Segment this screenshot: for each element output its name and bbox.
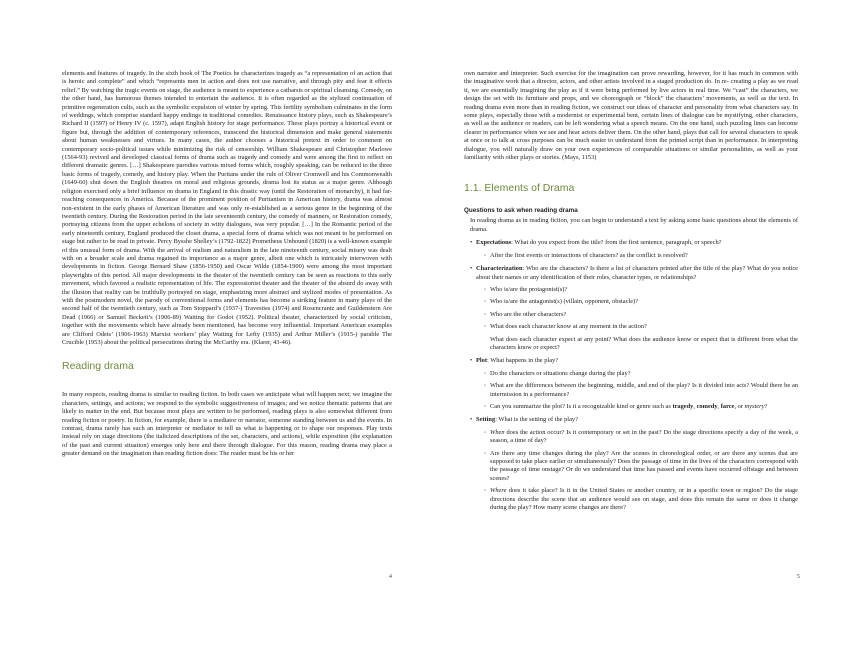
page-number: 4 <box>388 573 392 580</box>
sub-list-item: ◦ What are the differences between the beginning, middle, and end of the play? Is it divided into acts? Would there be an intermission in a performance? <box>484 382 798 399</box>
right-page <box>424 0 848 655</box>
genre-mystery: mystery <box>744 402 765 410</box>
sub-list-item: ◦ Who is/are the antagonist(s) (villain, opponent, obstacle)? <box>484 298 798 306</box>
sub-list-item-where <box>484 487 798 512</box>
emphasis-when: When <box>490 428 505 436</box>
sub-list-item: ◦ Do the characters or situations change during the play? <box>484 370 798 378</box>
list-item-plot <box>470 357 798 365</box>
sub-list-item-genre <box>484 403 798 411</box>
text-run: does the action occur? Is it contemporary or set in the past? Do the stage directions specify a day of the week, a season, a time of day? <box>490 428 798 445</box>
intro-paragraph: In reading drama as in reading fiction, you can begin to understand a text by asking some basic questions about the elements of drama. <box>470 217 798 233</box>
body-paragraph: In many respects, reading drama is similar to reading fiction. In both cases we anticipate what will happen next; we imagine the characters, settings, and actions; we respond to the symbolic suggestiveness of images; and we notice thematic patterns that are likely to matter in the end. But because most plays are written to be performed, reading plays is also somewhat different from reading fiction or poetry. In fiction, for example, there is a mediator or narrator, someone standing between us and the events. In contrast, drama rarely has such an interpreter or mediator to tell us what is happening or to shape our responses. Play texts instead rely on stage directions (the italicized descriptions of the set, characters, and actions), while exposition (the explanation of the past and current situation) emerges only here and there through dialogue. For this reason, reading drama may place a greater demand on the imagination than reading fiction does: The reader must be his or her <box>62 391 392 458</box>
sub-list-item-when <box>484 429 798 446</box>
text-run: Can you summarize the plot? Is it a recognizable kind or genre such as <box>490 402 673 410</box>
list-item-label: Characterization <box>476 265 523 273</box>
subheading-questions: Questions to ask when reading drama <box>464 207 578 215</box>
text-run: does it take place? Is it in the United States or another country, or in a specific town or region? Do the stage directions describe the scene that an audience would see on stage, and does this remain the same or does it change during the play? How many scene changes are there? <box>490 487 798 512</box>
text-run: , or <box>734 402 745 410</box>
sub-list-item: ◦ Are there any time changes during the play? Are the scenes in chronological order, or are there any scenes that are supposed to take place earlier or simultaneously? Does the passage of time in the lives of the characters correspond with the passage of time onstage? Or do we understand that time has passed and events have occurred offstage and between scenes? <box>484 450 798 484</box>
list-item-label: Setting <box>476 416 496 424</box>
text-run: ? <box>764 402 768 410</box>
body-paragraph: elements and features of tragedy. In the sixth book of The Poetics he characterizes tragedy as “a representation of an action that is heroic and complete” and which “represents men in action and does not use narrative, and through pity and fear it effects relief.” By watching the tragic events on stage, the audience is meant to experience a catharsis or spiritual cleansing. Comedy, on the other hand, has humorous themes intended to entertain the audience. It is often regarded as the stylized continuation of primitive regeneration cults, such as the symbolic expulsion of winter by spring. This fertility symbolism culminates in the form of weddings, which comprise standard happy endings in traditional comedies. Renaissance history plays, such as Shakespeare’s Richard II (1597) or Henry IV (c. 1597), adapt English history for stage performance. These plays portray a historical event or figure but, through the addition of contemporary references, transcend the historical dimension and make general statements about human weaknesses and virtues. In many cases, the author chooses a historical pretext in order to comment on contemporary socio-political issues while minimizing the risk of censorship. William Shakespeare and Christopher Marlowe (1564-93) revived and developed classical forms of drama such as tragedy and comedy and were among the first to reflect on different dramatic genres. […] Shakespeare parodies various mixed forms which, roughly speaking, can be reduced to the three basic forms of tragedy, comedy, and history play. When the Puritans under the rule of Oliver Cromwell and his Commonwealth (1649-60) shut down the English theatres on moral and religious grounds, drama lost its status as a major genre. Although religion exercised only a brief influence on drama in England in this drastic way (until the Restoration of monarchy), it had far-reaching consequences in America. Because of the prominent position of Puritanism in American history, drama was almost non-existent in the early phases of American literature and was only re-established as a serious genre in the beginning of the twentieth century. During the Restoration period in the late seventeenth century, the comedy of manners, or Restoration comedy, portraying citizens from the upper echelons of society in witty dialogues, was very popular. […] In the Romantic period of the early nineteenth century, England produced the closet drama, a special form of drama which was not meant to be performed on stage but rather to be read in private. Percy Bysshe Shelley’s (1792-1822) Prometheus Unbound (1820) is a well-known example of this unusual form of drama. With the arrival of realism and naturalism in the late nineteenth century, social misery was dealt with on a broader scale and drama regained its importance as a major genre, albeit one which is intricately interwoven with developments in fiction. George Bernard Shaw (1856-1950) and Oscar Wilde (1854-1900) were among the most important playwrights of this period. All major developments in the theater of the twentieth century can be seen as reactions to this early movement, which favored a realistic representation of life. The expressionist theater and the theater of the absurd do away with the illusion that reality can be truthfully portrayed on stage, emphasizing more abstract and stylized modes of presentation. As with the postmodern novel, the parody of conventional forms and elements has become a striking feature in many plays of the second half of the twentieth century, such as Tom Stoppard’s (1937-) Travesties (1974) and Rosencrantz and Guildenstern Are Dead (1966) or Samuel Beckett’s (1906-89) Waiting for Godot (1952). Political theater, characterized by social criticism, together with the movements which have already been mentioned, has become very influential. Important American examples are Clifford Odets’ (1906-1963) Marxist workers’ play Waiting for Lefty (1935) and Arthur Miller’s (1915-) parable The Crucible (1953) about the political persecutions during the McCarthy era. (Klarer, 43-46). <box>62 70 393 346</box>
sub-list-item: ◦ After the first events or interactions of characters? as the conflict is resolved? <box>484 252 798 260</box>
list-item-characterization <box>470 265 798 282</box>
sub-list-item: ◦ What does each character know at any moment in the action? <box>484 323 798 331</box>
list-item-text: : What is the setting of the play? <box>495 416 578 424</box>
list-item-expectations <box>470 239 798 247</box>
genre-tragedy: tragedy <box>672 402 694 410</box>
page-number: 5 <box>796 573 800 580</box>
sub-list-item: ◦ Who is/are the protagonist(s)? <box>484 286 798 294</box>
sub-list-continuation: What does each character expect at any point? What does the audience know or expect that is different from what the characters know or expect? <box>490 335 798 351</box>
sub-list-item: ◦ Who are the other characters? <box>484 311 798 319</box>
left-column <box>62 70 392 459</box>
emphasis-where: Where <box>490 487 507 495</box>
section-heading-elements-of-drama: 1.1. Elements of Drama <box>464 182 575 195</box>
section-heading-reading-drama: Reading drama <box>62 360 134 373</box>
text-run: , <box>693 402 697 410</box>
list-item-text: : What do you expect from the title? from the first sentence, paragraph, or speech? <box>511 239 722 247</box>
list-item-label: Expectations <box>476 239 512 247</box>
list-item-text: : Who are the characters? Is there a list of characters printed after the title of the play? What do you notice about their names or any identification of their roles, character types, or relationships? <box>476 265 798 281</box>
genre-comedy: comedy <box>696 402 718 410</box>
genre-farce: farce <box>720 402 735 410</box>
body-paragraph: own narrator and interpreter. Such exercise for the imagination can prove rewarding, however, for it has much in common with the imaginative work that a director, actors, and other artists involved in a staged production do. In re- creating a play as we read it, we are essentially imagining the play as if it were being performed by live actors in real time. We “cast” the characters, we design the set with its furniture and props, and we choreograph or “block” the characters’ movements, as well as the text. In reading drama even more than in reading fiction, we construct our ideas of character and personality from what characters say. In some plays, especially those with a modernist or experimental bent, certain lines of dialogue can be mystifying, other characters, as well as the audience or readers, can be left wondering what a speech means. On the one hand, such puzzling lines can become clearer in performance when we see and hear actors deliver them. On the other hand, plays that call for several characters to speak at once or to talk at cross purposes can be much easier to understand from the printed script than in performance. In interpreting dialogue, you will naturally draw on your own experiences of comparable situations or similar personalities, as well as your familiarity with other plays or stories. (Mays, 1153) <box>464 70 798 162</box>
list-item-text: : What happens in the play? <box>487 357 559 365</box>
list-item-label: Plot <box>476 357 488 365</box>
list-item-setting <box>470 416 798 424</box>
right-column <box>464 70 798 512</box>
text-run: , <box>717 402 721 410</box>
